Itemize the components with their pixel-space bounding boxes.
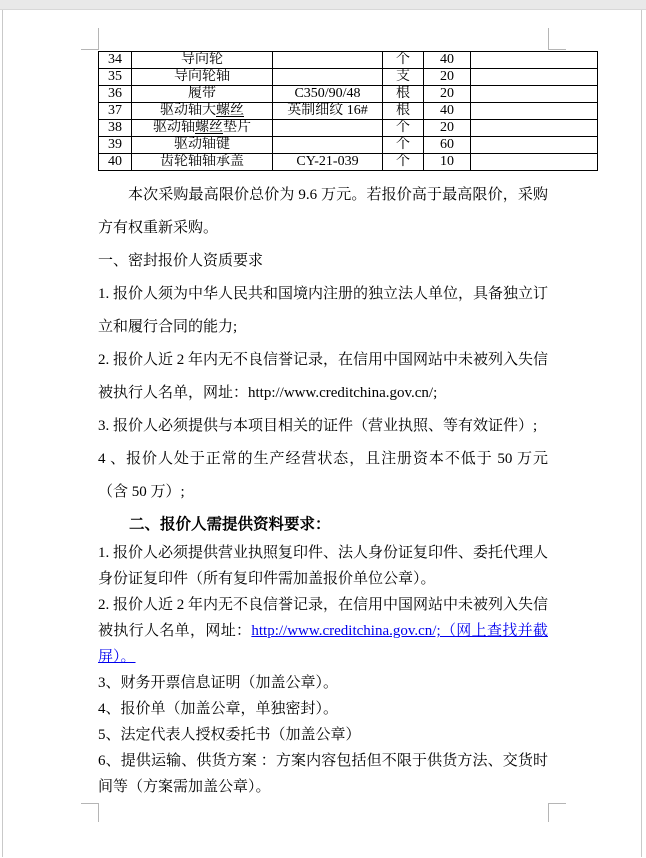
section2-item-4: 4、报价单（加盖公章，单独密封）。 bbox=[98, 701, 339, 717]
cell-name bbox=[132, 69, 273, 86]
cell-spec: CY-21-039 bbox=[273, 154, 383, 171]
cell-note bbox=[471, 86, 598, 103]
cell-note bbox=[471, 69, 598, 86]
cell-quantity: 40 bbox=[424, 103, 471, 120]
section1-item-3: 3. 报价人必须提供与本项目相关的证件（营业执照、等有效证件）; bbox=[98, 418, 538, 434]
section2-item-5: 5、法定代表人授权委托书（加盖公章） bbox=[98, 727, 361, 743]
cell-name-text: 齿轮轴轴承盖 bbox=[160, 154, 244, 169]
table-row bbox=[99, 86, 598, 103]
cell-name-text: 驱动轴大 bbox=[160, 103, 216, 118]
cell-name bbox=[132, 86, 273, 103]
cell-name bbox=[132, 137, 273, 154]
section1-item-1: 1. 报价人须为中华人民共和国境内注册的独立法人单位，具备独立订立和履行合同的能力; bbox=[98, 286, 549, 335]
cell-serial: 38 bbox=[99, 120, 132, 137]
cell-note bbox=[471, 120, 598, 137]
cell-quantity: 60 bbox=[424, 137, 471, 154]
text-boundary-mark-bottom-left bbox=[81, 803, 99, 822]
cell-spec: 英制细纹 16# bbox=[273, 103, 383, 120]
cell-name-text: 驱动轴 bbox=[153, 120, 195, 135]
cell-quantity: 20 bbox=[424, 86, 471, 103]
cell-name-text: 驱动轴键 bbox=[174, 137, 230, 152]
document-page bbox=[2, 10, 642, 857]
cell-note bbox=[471, 154, 598, 171]
cell-serial: 37 bbox=[99, 103, 132, 120]
cell-name bbox=[132, 52, 273, 69]
cell-spec bbox=[273, 137, 383, 154]
cell-quantity: 40 bbox=[424, 52, 471, 69]
parts-table bbox=[98, 51, 598, 171]
page-gap-strip bbox=[0, 0, 646, 10]
cell-quantity: 20 bbox=[424, 120, 471, 137]
cell-name-text: 导向轮轴 bbox=[174, 69, 230, 84]
cell-name bbox=[132, 103, 273, 120]
cell-name-text: 履带 bbox=[188, 86, 216, 101]
cell-name-underlined: 螺丝 bbox=[216, 103, 244, 118]
text-boundary-mark-top-left bbox=[81, 28, 99, 50]
intro-paragraph: 本次采购最高限价总价为 9.6 万元。若报价高于最高限价，采购方有权重新采购。 bbox=[98, 187, 548, 236]
table-row bbox=[99, 103, 598, 120]
section2-item-2-text: 2. 报价人近 2 年内无不良信誉记录，在信用中国网站中未被列入失信被执行人名单，网址： bbox=[98, 597, 549, 639]
cell-unit: 根 bbox=[383, 86, 424, 103]
section2-item-3: 3、财务开票信息证明（加盖公章）。 bbox=[98, 675, 339, 691]
table-row bbox=[99, 154, 598, 171]
cell-name bbox=[132, 120, 273, 137]
cell-serial: 34 bbox=[99, 52, 132, 69]
section2-item-2 bbox=[98, 592, 548, 670]
body-text bbox=[98, 179, 548, 800]
cell-spec bbox=[273, 120, 383, 137]
table-row bbox=[99, 137, 598, 154]
cell-name-text: 垫片 bbox=[223, 120, 251, 135]
creditchina-link[interactable]: http://www.creditchina.gov.cn/;（网上查找并截屏）。 bbox=[98, 623, 548, 665]
section1-item-4: 4 、报价人处于正常的生产经营状态，且注册资本不低于 50 万元（含 50 万）; bbox=[98, 451, 548, 500]
cell-unit: 个 bbox=[383, 120, 424, 137]
cell-serial: 36 bbox=[99, 86, 132, 103]
cell-serial: 35 bbox=[99, 69, 132, 86]
cell-spec bbox=[273, 69, 383, 86]
cell-name-text: 导向轮 bbox=[181, 52, 223, 67]
section2-item-1: 1. 报价人必须提供营业执照复印件、法人身份证复印件、委托代理人身份证复印件（所有复印件需加盖报价单位公章）。 bbox=[98, 545, 549, 587]
cell-unit: 根 bbox=[383, 103, 424, 120]
text-boundary-mark-top-right bbox=[548, 28, 566, 50]
cell-spec bbox=[273, 52, 383, 69]
table-row bbox=[99, 69, 598, 86]
cell-spec: C350/90/48 bbox=[273, 86, 383, 103]
table-row bbox=[99, 120, 598, 137]
cell-unit: 个 bbox=[383, 137, 424, 154]
cell-unit: 支 bbox=[383, 69, 424, 86]
cell-unit: 个 bbox=[383, 154, 424, 171]
cell-quantity: 20 bbox=[424, 69, 471, 86]
section2-heading: 二、报价人需提供资料要求： bbox=[129, 516, 331, 533]
cell-note bbox=[471, 137, 598, 154]
cell-note bbox=[471, 103, 598, 120]
cell-quantity: 10 bbox=[424, 154, 471, 171]
section1-heading: 一、密封报价人资质要求 bbox=[98, 253, 264, 269]
cell-unit: 个 bbox=[383, 52, 424, 69]
table-row bbox=[99, 52, 598, 69]
cell-note bbox=[471, 52, 598, 69]
section2-item-6: 6、提供运输、供货方案 ：方案内容包括但不限于供货方法、交货时间等（方案需加盖公章）。 bbox=[98, 753, 548, 795]
text-boundary-mark-bottom-right bbox=[548, 803, 566, 822]
cell-name-underlined: 螺丝 bbox=[195, 120, 223, 135]
section1-item-2: 2. 报价人近 2 年内无不良信誉记录，在信用中国网站中未被列入失信被执行人名单，网址：http://www.creditchina.gov.cn/; bbox=[98, 352, 549, 401]
cell-name bbox=[132, 154, 273, 171]
cell-serial: 40 bbox=[99, 154, 132, 171]
cell-serial: 39 bbox=[99, 137, 132, 154]
